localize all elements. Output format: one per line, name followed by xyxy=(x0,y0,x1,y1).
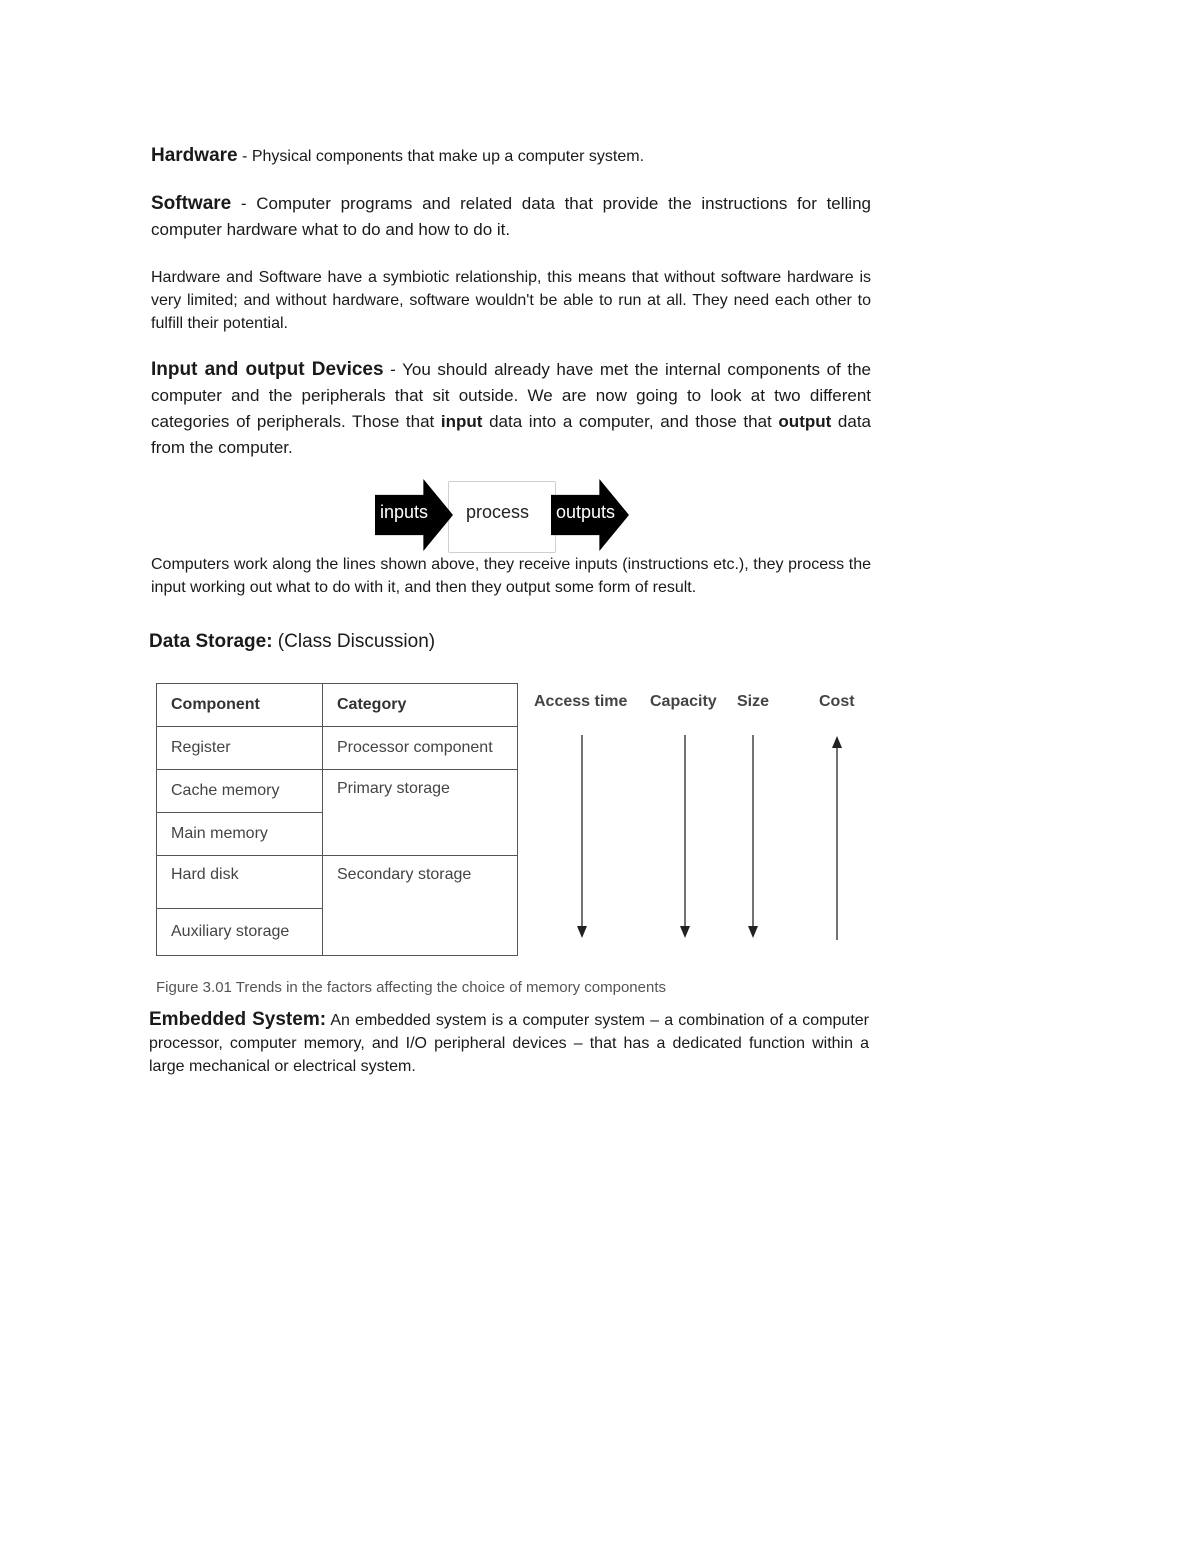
io-term: Input and output Devices xyxy=(151,359,384,380)
software-text: - Computer programs and related data that provide the instructions for telling computer hardware what to do and how to do it. xyxy=(151,194,871,239)
hardware-text: - Physical components that make up a computer system. xyxy=(237,148,645,165)
embedded-text: An embedded system is a computer system – a combination of a computer processor, computer memory, and I/O peripheral devices – that has a dedicated function within a large mechanical or electrical system. xyxy=(149,1012,869,1075)
software-term: Software xyxy=(151,193,232,214)
data-storage-heading xyxy=(149,629,869,655)
category-cell: Primary storage xyxy=(323,770,518,856)
memory-components-table xyxy=(156,683,518,956)
input-process-output-diagram xyxy=(370,476,640,556)
cost-header: Cost xyxy=(819,693,855,710)
io-bold-output: output xyxy=(778,412,832,431)
capacity-arrowhead xyxy=(680,926,690,938)
trend-arrows xyxy=(560,730,860,945)
component-cell: Hard disk xyxy=(157,856,323,909)
component-cell: Auxiliary storage xyxy=(157,909,323,956)
category-cell: Processor component xyxy=(323,727,518,770)
table-row xyxy=(157,770,518,813)
component-cell: Register xyxy=(157,727,323,770)
component-cell: Main memory xyxy=(157,813,323,856)
component-cell: Cache memory xyxy=(157,770,323,813)
figure-caption: Figure 3.01 Trends in the factors affecting the choice of memory components xyxy=(156,979,666,996)
capacity-header: Capacity xyxy=(650,693,717,710)
access-time-header: Access time xyxy=(534,693,628,710)
cost-arrowhead xyxy=(832,736,842,748)
outputs-label: outputs xyxy=(556,502,616,522)
table-header-row xyxy=(157,684,518,727)
data-storage-term: Data Storage: xyxy=(149,631,273,652)
hardware-definition xyxy=(151,144,871,168)
process-label: process xyxy=(466,502,530,522)
software-definition xyxy=(151,191,871,243)
table-row xyxy=(157,856,518,909)
computers-paragraph: Computers work along the lines shown above, they receive inputs (instructions etc.), they process the input working out what to do with it, and then they output some form of result. xyxy=(151,556,871,596)
column-header-category: Category xyxy=(323,684,518,727)
io-text-1: - You should already have met the internal components of the computer and the peripherals that sit outside. We are now going to look at two different categories of peripherals. Those that xyxy=(151,360,871,431)
io-text-3: data from the computer. xyxy=(151,412,871,457)
symbiotic-paragraph: Hardware and Software have a symbiotic relationship, this means that without software hardware is very limited; and without hardware, software wouldn't be able to run at all. They need each other to fulfill their potential. xyxy=(151,269,871,332)
embedded-term: Embedded System: xyxy=(149,1009,327,1030)
hardware-term: Hardware xyxy=(151,145,238,166)
size-arrowhead xyxy=(748,926,758,938)
io-bold-input: input xyxy=(440,412,483,431)
data-storage-note: (Class Discussion) xyxy=(272,631,436,652)
io-text-2: data into a computer, and those that xyxy=(482,412,779,431)
embedded-system-paragraph xyxy=(149,1008,869,1078)
table-row xyxy=(157,727,518,770)
io-devices-paragraph xyxy=(151,357,871,461)
column-header-component: Component xyxy=(157,684,323,727)
size-header: Size xyxy=(737,693,770,710)
inputs-label: inputs xyxy=(380,502,429,522)
access-time-arrowhead xyxy=(577,926,587,938)
category-cell: Secondary storage xyxy=(323,856,518,956)
